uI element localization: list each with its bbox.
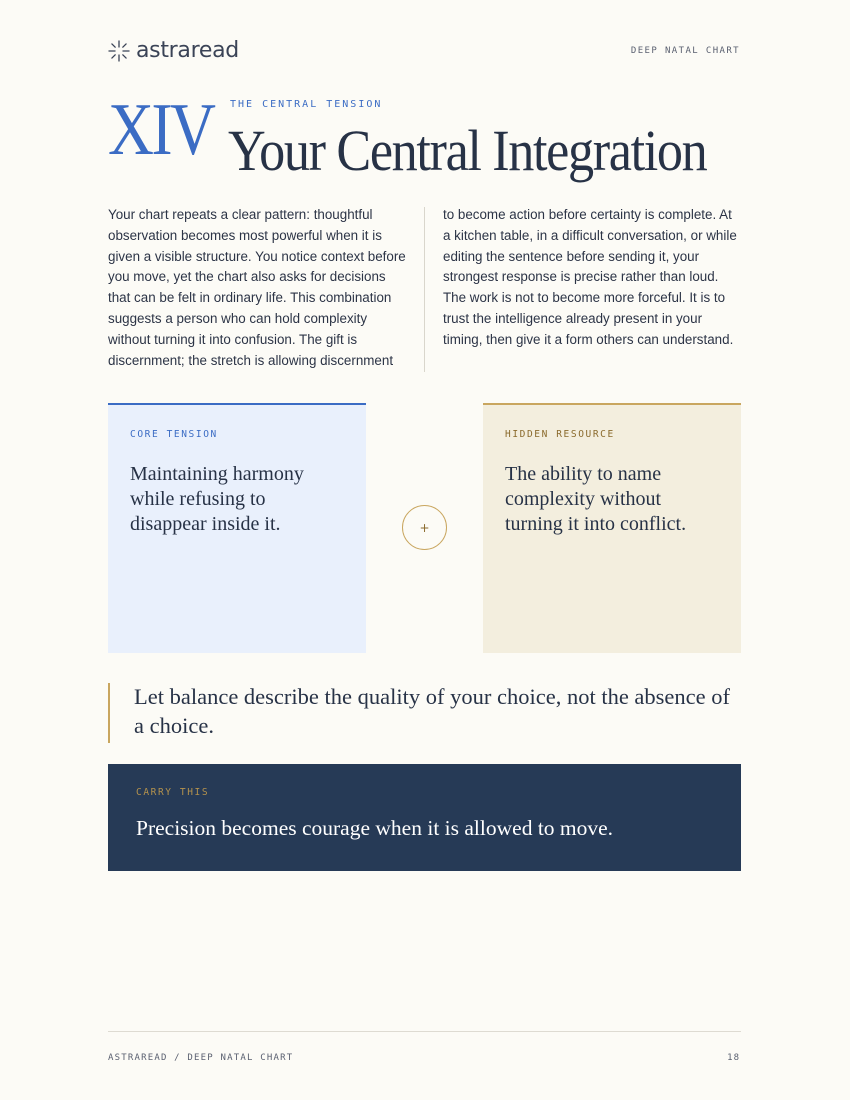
carry-this-label: CARRY THIS — [136, 787, 210, 798]
footer-divider — [108, 1031, 741, 1032]
hidden-resource-card — [483, 403, 741, 653]
chapter-eyebrow: THE CENTRAL TENSION — [230, 99, 383, 110]
sparkle-icon — [108, 40, 130, 62]
core-tension-card — [108, 403, 366, 653]
chapter-numeral: XIV — [108, 89, 214, 171]
document-type: DEEP NATAL CHART — [630, 46, 740, 56]
core-tension-text: Maintaining harmony while refusing to disappear inside it. — [130, 463, 304, 535]
brand-logo — [108, 38, 239, 63]
quote-accent-bar — [108, 683, 110, 743]
carry-this-text: Precision becomes courage when it is allowed to move. — [136, 816, 614, 840]
plus-connector-icon: + — [402, 505, 447, 550]
footer-label: ASTRAREAD / DEEP NATAL CHART — [108, 1053, 294, 1063]
body-paragraph-left: Your chart repeats a clear pattern: thoughtful observation becomes most powerful when it is given a visible structure. You notice context before you move, yet the chart also asks for decisions that can be felt in ordinary life. This combination suggests a person who can hold complexity without turning it into confusion. The gift is discernment; the stretch is allowing discernment — [108, 207, 406, 368]
page-number: 18 — [727, 1053, 740, 1063]
carry-this-box — [108, 764, 741, 871]
body-paragraph-right: to become action before certainty is complete. At a kitchen table, in a difficult conversation, or while editing the sentence before sending it, your strongest response is precise rather than loud. The work is not to become more forceful. It is to trust the intelligence already present in your timing, then give it a form others can understand. — [443, 207, 737, 347]
body-column-right — [443, 205, 741, 351]
hidden-resource-label: HIDDEN RESOURCE — [505, 429, 615, 440]
page-title: Your Central Integration — [228, 118, 707, 183]
pull-quote: Let balance describe the quality of your choice, not the absence of a choice. — [134, 684, 730, 738]
core-tension-label: CORE TENSION — [130, 429, 218, 440]
brand-name: astraread — [136, 38, 239, 63]
hidden-resource-text: The ability to name complexity without turning it into conflict. — [505, 463, 687, 535]
column-divider — [424, 207, 425, 372]
body-column-left — [108, 205, 408, 371]
